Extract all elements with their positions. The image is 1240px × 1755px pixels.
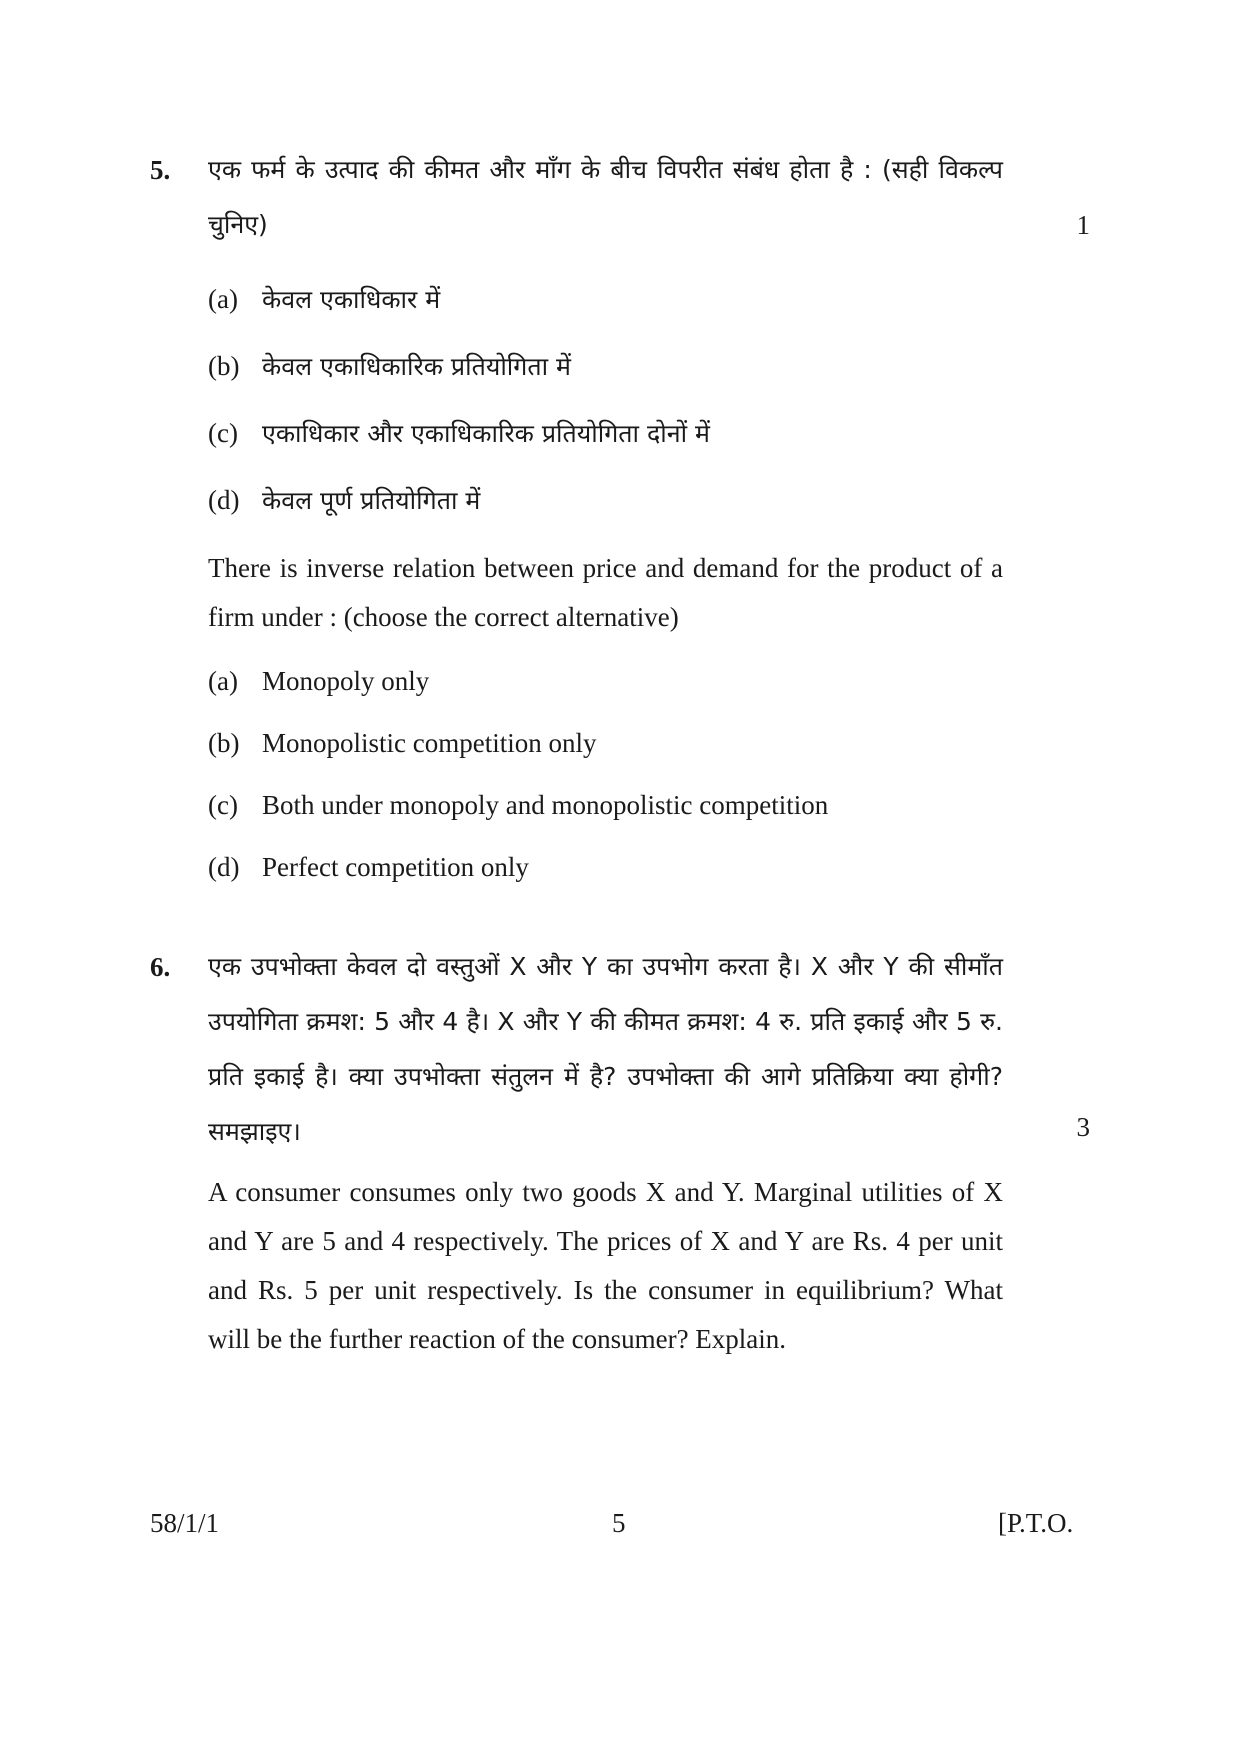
option-label: (a) [208, 284, 238, 314]
question-5-english-text: There is inverse relation between price and demand for the product of a firm under : (choose the correct alternative) [208, 553, 1003, 632]
option-label: (c) [208, 418, 238, 448]
option-text: Both under monopoly and monopolistic competition [262, 790, 829, 820]
question-5-english-option-a [208, 666, 429, 697]
option-label: (d) [208, 485, 240, 515]
option-label: (c) [208, 790, 238, 820]
option-text: केवल पूर्ण प्रतियोगिता में [262, 486, 481, 515]
option-text: Perfect competition only [262, 852, 529, 882]
question-6-hindi-text: एक उपभोक्ता केवल दो वस्तुओं X और Y का उपभोग करता है। X और Y की सीमाँत उपयोगिता क्रमश: 5 और 4 है। X और Y की कीमत क्रमश: 4 रु. प्रति इकाई और 5 रु. प्रति इकाई है। क्या उपभोक्ता संतुलन में है? उपभोक्ता की आगे प्रतिक्रिया क्या होगी? समझाइए। [208, 952, 1003, 1146]
option-text: केवल एकाधिकारिक प्रतियोगिता में [262, 352, 571, 381]
option-label: (b) [208, 728, 240, 758]
question-5-number: 5. [150, 155, 171, 185]
option-label: (a) [208, 666, 238, 696]
question-6-english-text: A consumer consumes only two goods X and Y. Marginal utilities of X and Y are 5 and 4 respectively. The prices of X and Y are Rs. 4 per unit and Rs. 5 per unit respectively. Is the consumer in equilibrium? What will be the further reaction of the consumer? Explain. [208, 1177, 1003, 1354]
question-5-hindi-option-b [208, 349, 571, 383]
question-5-hindi-option-d [208, 483, 480, 517]
question-5-english-option-d [208, 852, 529, 883]
please-turn-over: [P.T.O. [998, 1508, 1074, 1538]
option-text: एकाधिकार और एकाधिकारिक प्रतियोगिता दोनों में [262, 419, 710, 448]
option-text: Monopolistic competition only [262, 728, 597, 758]
question-5-english-option-c [208, 790, 828, 821]
paper-code: 58/1/1 [150, 1508, 220, 1538]
page-number: 5 [612, 1508, 626, 1538]
option-text: केवल एकाधिकार में [262, 285, 441, 314]
question-5-hindi-text: एक फर्म के उत्पाद की कीमत और माँग के बीच विपरीत संबंध होता है : (सही विकल्प चुनिए) [208, 155, 1003, 239]
question-5-hindi-option-a [208, 282, 440, 316]
option-text: Monopoly only [262, 666, 430, 696]
option-label: (b) [208, 351, 240, 381]
option-label: (d) [208, 852, 240, 882]
question-5-english-option-b [208, 728, 596, 759]
question-6-marks: 3 [1076, 1112, 1090, 1142]
question-5-hindi-option-c [208, 416, 710, 450]
question-5-marks: 1 [1076, 210, 1090, 240]
question-6-number: 6. [150, 952, 171, 982]
